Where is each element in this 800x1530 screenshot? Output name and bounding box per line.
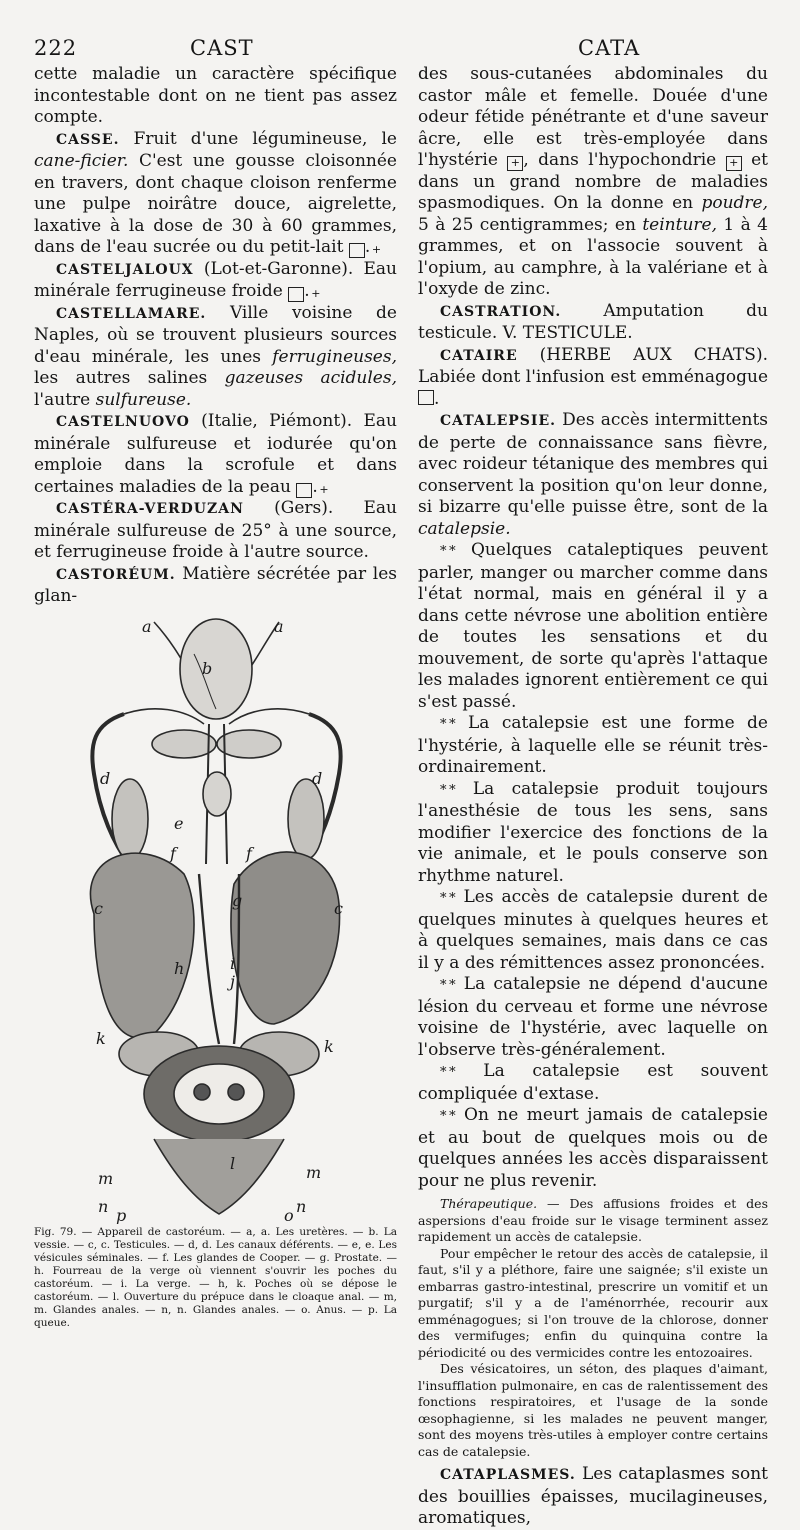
entry-casse: CASSE. Fruit d'une légumineuse, le cane-ficier. C'est une gousse cloisonnée en travers, dont chaque cloison renferme une pulpe noirâtre douce, aigrelette, laxative à la dose de 30 à 60 grammes, dans de l'eau sucrée ou du petit-lait +. — [34, 128, 397, 257]
label-j: j — [230, 971, 235, 991]
running-head-left: CAST — [190, 36, 254, 60]
aphorism: * * La catalepsie est souvent compliquée d'extase. — [418, 1061, 768, 1104]
cross-box-icon: + — [296, 483, 312, 498]
label-l: l — [230, 1153, 236, 1173]
left-column — [34, 64, 397, 1330]
cross-box-icon: + — [726, 156, 742, 171]
entry-castellamare: CASTELLAMARE. Ville voisine de Naples, où se trouvent plusieurs sources d'eau minérale, les unes ferrugineuses, les autres salines gazeuses acidules, l'autre sulfureuse. — [34, 302, 397, 410]
right-column — [418, 64, 768, 1530]
asterism-icon: * * — [440, 544, 456, 559]
entry-cataplasmes: CATAPLASMES. Les cataplasmes sont des bouillies épaisses, mucilagineuses, aromatiques, — [418, 1464, 768, 1528]
label-m: m — [306, 1162, 322, 1182]
asterism-icon: * * — [440, 891, 456, 906]
label-n: n — [296, 1196, 307, 1216]
headword: CATAIRE — [440, 347, 518, 364]
entry-castration: CASTRATION. Amputation du testicule. V. TESTICULE. — [418, 300, 768, 343]
aphorism: * * Quelques cataleptiques peuvent parler, manger ou marcher comme dans l'état normal, mais en général il y a dans cette névrose une abolition entière de toutes les sensations et du mouvement, de sorte qu'après l'attaque les malades ignorent entièrement ce qui s'est passé. — [418, 540, 768, 712]
label-f: f — [246, 843, 252, 863]
page-number: 222 — [34, 36, 78, 60]
label-m: m — [98, 1168, 114, 1188]
label-k: k — [96, 1028, 106, 1048]
label-c: c — [334, 898, 343, 918]
castoreum-apparatus-illustration — [34, 614, 397, 1224]
paragraph-castoreum-cont: des sous-cutanées abdominales du castor mâle et femelle. Douée d'une odeur fétide pénétrante et d'une saveur âcre, elle est très-employée dans l'hystérie + , dans l'hypochondrie + et dans un grand nombre de maladies spasmodiques. On la donne en poudre, 5 à 25 centigrammes; en teinture, 1 à 4 grammes, et on l'associe souvent à l'opium, au camphre, à la valériane et à l'oxyde de zinc. — [418, 64, 769, 299]
running-head-right: CATA — [578, 36, 641, 60]
headword: CASTELJALOUX — [56, 261, 194, 278]
label-d: d — [312, 768, 323, 788]
aphorism: * * La catalepsie est une forme de l'hystérie, à laquelle elle se réunit très-ordinairement. — [418, 713, 768, 777]
entry-catalepsie: CATALEPSIE. Des accès intermittents de perte de connaissance sans fièvre, avec roideur tétanique des membres qui conservent la position qu'on leur donne, si bizarre qu'elle puisse être, sont de la catalepsie. — [418, 410, 768, 539]
headword: CASSE. — [56, 131, 120, 148]
cross-box-icon: + — [288, 287, 304, 302]
label-a: a — [274, 616, 284, 636]
label-p: p — [116, 1205, 127, 1224]
entry-cataire: CATAIRE (HERBE AUX CHATS). Labiée dont l'infusion est emménagogue . — [418, 344, 768, 409]
label-b: b — [202, 658, 213, 678]
label-d: d — [100, 768, 111, 788]
label-c: c — [94, 898, 103, 918]
anatomical-figure — [34, 614, 397, 1224]
label-g: g — [232, 890, 243, 910]
asterism-icon: * * — [440, 782, 456, 798]
headword: CASTORÉUM. — [56, 566, 176, 583]
entry-castoreum: CASTORÉUM. Matière sécrétée par les glan- — [34, 563, 397, 606]
label-e: e — [174, 813, 184, 833]
figure-caption: Fig. 79. — Appareil de castoréum. — a, a. Les uretères. — b. La vessie. — c, c. Testicules. — d, d. Les canaux déférents. — e, e. Les vésicules séminales. — f. Les glandes de Cooper. — g. Prostate. — h. Fourreau de la verge où viennent s'ouvrir les poches du castoréum. — i. La verge. — h, k. Poches où se dépose le castoréum. — l. Ouverture du prépuce dans le cloaque anal. — m, m. Glandes anales. — n, n. Glandes anales. — o. Anus. — p. La queue. — [34, 1225, 397, 1329]
therapeutics-paragraph: Des vésicatoires, un séton, des plaques d'aimant, l'insufflation pulmonaire, en cas de ralentissement des fonctions respiratoires, et l'usage de la sonde œsophagienne, si les malades ne peuvent manger, sont des moyens très-utiles à employer contre certains cas de catalepsie. — [418, 1361, 768, 1459]
asterism-icon: * * — [440, 1109, 456, 1124]
asterism-icon: * * — [440, 978, 456, 993]
label-f: f — [170, 843, 176, 863]
entry-castelnuovo: CASTELNUOVO (Italie, Piémont). Eau minérale sulfureuse et iodurée qu'on emploie dans la scrofule et dans certaines maladies de la peau +. — [34, 411, 397, 497]
asterism-icon: * * — [440, 717, 456, 732]
headword: CASTÉRA-VERDUZAN — [56, 501, 244, 517]
aphorism: * * La catalepsie ne dépend d'aucune lésion du cerveau et forme une névrose voisine de l'hystérie, avec laquelle on l'observe très-généralement. — [418, 974, 768, 1060]
label-n: n — [98, 1196, 109, 1216]
label-a: a — [142, 616, 152, 636]
headword: CATALEPSIE. — [440, 413, 556, 429]
aphorism: * * Les accès de catalepsie durent de quelques minutes à quelques heures et à quelques semaines, mais dans ce cas il y a des rémittences assez prononcées. — [418, 887, 768, 973]
paragraph-continued: cette maladie un caractère spécifique incontestable dont on ne tient pas assez compte. — [34, 64, 397, 127]
headword: CASTELNUOVO — [56, 414, 190, 430]
label-o: o — [284, 1205, 294, 1224]
headword: CASTELLAMARE. — [56, 305, 207, 322]
therapeutics-paragraph: Pour empêcher le retour des accès de catalepsie, il faut, s'il y a pléthore, faire une saignée; s'il existe un embarras gastro-intestinal, prescrire un vomitif et un purgatif; s'il y a de l'aménorrhée, recourir aux emménagogues; si l'on trouve de la chlorose, donner des vermifuges; enfin du quinquina contre la périodicité ou des vermicides contre les entozoaires. — [418, 1245, 768, 1360]
entry-castera-verduzan: CASTÉRA-VERDUZAN (Gers). Eau minérale sulfureuse de 25° à une source, et ferrugineuse froide à l'autre source. — [34, 498, 397, 562]
aphorism: * * La catalepsie produit toujours l'anesthésie de tous les sens, sans modifier l'exercice des fonctions de la vie animale, et le pouls conserve son rhythme naturel. — [418, 778, 768, 886]
aphorism: * * On ne meurt jamais de catalepsie et au bout de quelques mois ou de quelques années les accès disparaissent pour ne plus revenir. — [418, 1105, 768, 1191]
label-h: h — [174, 958, 185, 978]
therapeutics-paragraph: Thérapeutique. — Des affusions froides et des aspersions d'eau froide sur le visage terminent assez rapidement un accès de catalepsie. — [418, 1196, 768, 1244]
square-box-icon — [418, 390, 434, 405]
asterism-icon: * * — [440, 1065, 456, 1080]
cross-box-icon: + — [349, 243, 365, 258]
cross-box-icon: + — [507, 156, 523, 171]
entry-casteljaloux: CASTELJALOUX (Lot-et-Garonne). Eau minérale ferrugineuse froide +. — [34, 258, 397, 301]
label-k: k — [324, 1036, 334, 1056]
label-i: i — [230, 953, 236, 973]
headword: CATAPLASMES. — [440, 1467, 576, 1483]
headword: CASTRATION. — [440, 303, 562, 320]
